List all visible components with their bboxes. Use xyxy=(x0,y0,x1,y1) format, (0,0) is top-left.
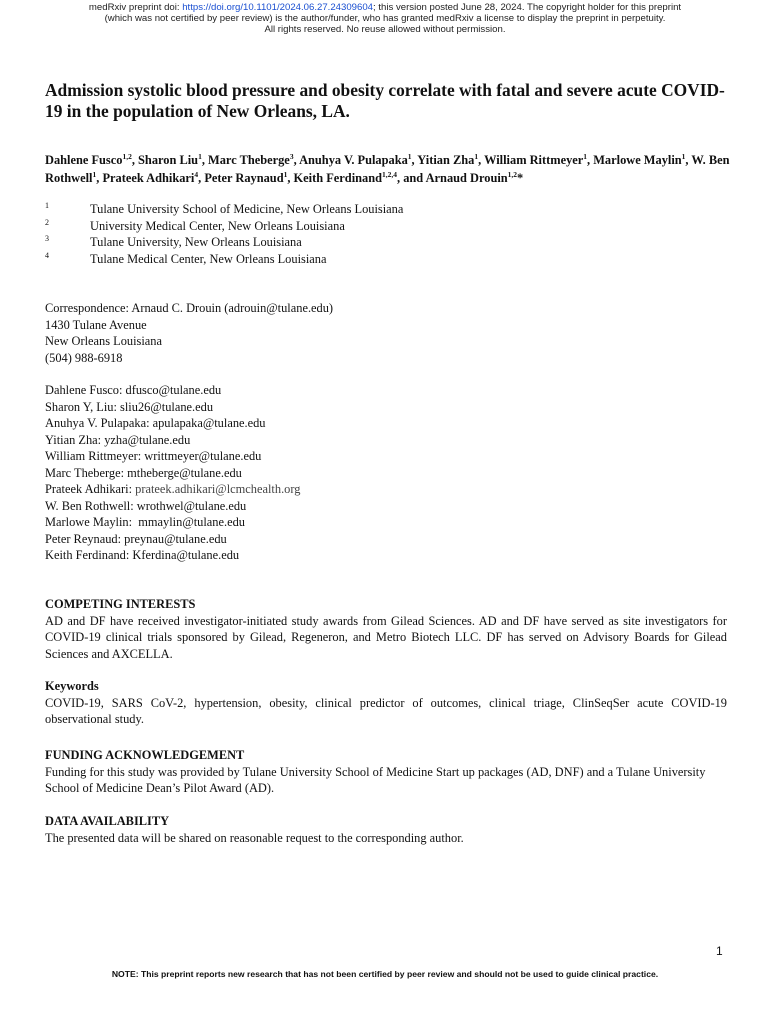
email-row xyxy=(45,547,727,564)
author-name: William Rittmeyer xyxy=(484,153,584,167)
author-list xyxy=(45,151,735,187)
header-prefix: medRxiv preprint doi: xyxy=(88,2,183,13)
author-affiliation-sup: 1,2,4 xyxy=(382,169,398,179)
author-affiliation-sup: 3 xyxy=(289,151,294,161)
preprint-header xyxy=(0,2,770,35)
header-line-3: All rights reserved. No reuse allowed without permission. xyxy=(264,24,506,35)
email-row xyxy=(45,382,727,399)
email-row xyxy=(45,531,727,548)
data-availability-section xyxy=(45,813,727,846)
author-separator: , xyxy=(96,171,103,185)
email-person-label: Yitian Zha: xyxy=(45,432,105,447)
affiliation-number: 4 xyxy=(45,250,49,260)
email-person-label: Peter Reynaud: xyxy=(45,531,125,546)
address-street: 1430 Tulane Avenue xyxy=(45,317,147,332)
email-address[interactable]: apulapaka@tulane.edu xyxy=(152,416,266,430)
affiliation-number: 2 xyxy=(45,217,49,227)
page-number: 1 xyxy=(716,944,723,958)
email-address[interactable]: writtmeyer@tulane.edu xyxy=(144,449,262,463)
affiliation-number: 1 xyxy=(45,201,49,210)
author-name: Arnaud Drouin xyxy=(425,171,508,185)
author-name: Prateek Adhikari xyxy=(102,171,195,185)
data-availability-heading: DATA AVAILABILITY xyxy=(45,814,170,828)
header-line-1 xyxy=(0,2,770,13)
address-city: New Orleans Louisiana xyxy=(45,334,162,348)
author-separator: , xyxy=(198,171,205,185)
keywords-body: COVID-19, SARS CoV-2, hypertension, obesity, clinical predictor of outcomes, clinical triage, ClinSeqSer acute COVID-19 observational study. xyxy=(45,695,727,726)
author-name: Sharon Liu xyxy=(138,153,199,167)
email-person-label: Dahlene Fusco: xyxy=(45,383,126,397)
author-affiliation-sup: 1 xyxy=(407,151,412,161)
author-name: Peter Raynaud xyxy=(204,171,284,185)
author-name: W. Ben Rothwell xyxy=(45,153,730,185)
correspondence-line: Correspondence: Arnaud C. Drouin (adrouin@tulane.edu) xyxy=(45,301,334,315)
email-address[interactable]: yzha@tulane.edu xyxy=(104,432,191,447)
email-person-label: Prateek Adhikari: xyxy=(45,482,136,496)
email-row xyxy=(45,514,727,531)
affiliation-number: 3 xyxy=(45,234,49,243)
doi-link[interactable]: https://doi.org/10.1101/2024.06.27.24309604 xyxy=(182,2,374,13)
header-line-2: (which was not certified by peer review) is the author/funder, who has granted medRxiv a license to display the preprint in perpetuity. xyxy=(104,13,666,24)
funding-heading: FUNDING ACKNOWLEDGEMENT xyxy=(45,748,245,762)
author-affiliation-sup: 4 xyxy=(194,169,199,179)
competing-interests-heading: COMPETING INTERESTS xyxy=(45,597,196,611)
email-person-label: William Rittmeyer: xyxy=(45,449,145,463)
email-person-label: Marc Theberge: xyxy=(45,465,128,480)
author-name: Marlowe Maylin xyxy=(593,153,682,167)
paper-title: Admission systolic blood pressure and obesity correlate with fatal and severe acute COVID-19 in the population of New Orleans, LA. xyxy=(45,80,725,121)
author-affiliation-sup: 1 xyxy=(92,169,97,179)
email-address[interactable]: mtheberge@tulane.edu xyxy=(127,465,242,480)
email-address[interactable]: sliu26@tulane.edu xyxy=(120,399,214,414)
email-person-label: Marlowe Maylin: xyxy=(45,515,139,529)
affiliation-item xyxy=(45,235,725,252)
author-separator: , and xyxy=(397,171,426,185)
author-separator: , xyxy=(587,153,594,167)
author-affiliation-sup: 1,2 xyxy=(122,151,132,161)
email-address[interactable]: wrothwel@tulane.edu xyxy=(136,498,247,513)
author-affiliation-sup: 1 xyxy=(198,151,202,161)
email-row xyxy=(45,498,727,515)
author-affiliation-sup: 1 xyxy=(474,151,479,161)
affiliation-item xyxy=(45,202,725,219)
email-address[interactable]: preynau@tulane.edu xyxy=(124,531,227,546)
email-row xyxy=(45,481,727,498)
email-row xyxy=(45,399,727,416)
author-name: Marc Theberge xyxy=(208,153,290,167)
affiliation-text: Tulane Medical Center, New Orleans Louisiana xyxy=(90,251,327,266)
email-row xyxy=(45,415,727,432)
email-person-label: Keith Ferdinand: xyxy=(45,548,133,562)
email-row xyxy=(45,448,727,465)
email-person-label: W. Ben Rothwell: xyxy=(45,498,137,513)
author-affiliation-sup: 1,2 xyxy=(507,169,518,179)
author-affiliation-sup: 1 xyxy=(583,151,588,161)
author-affiliation-sup: 1 xyxy=(681,151,686,161)
footer-note: NOTE: This preprint reports new research that has not been certified by peer review and should not be used to guide clinical practice. xyxy=(111,969,659,979)
author-separator: * xyxy=(517,171,524,185)
competing-interests-section xyxy=(45,596,727,662)
correspondence-block xyxy=(45,300,727,366)
competing-interests-body: AD and DF have received investigator-initiated study awards from Gilead Sciences. AD and DF have served as site investigators for COVID-19 clinical trials sponsored by Gilead, Regeneron, and Metro Biotech LLC. DF has served on Advisory Boards for Gilead Sciences and AXCELLA. xyxy=(45,613,727,661)
funding-body: Funding for this study was provided by Tulane University School of Medicine Start up packages (AD, DNF) and a Tulane University School of Medicine Dean’s Pilot Award (AD). xyxy=(45,764,706,795)
author-separator: , xyxy=(201,153,209,167)
email-address[interactable]: dfusco@tulane.edu xyxy=(125,383,222,397)
author-name: Anuhya V. Pulapaka xyxy=(299,153,408,167)
author-affiliation-sup: 1 xyxy=(283,169,288,179)
keywords-heading: Keywords xyxy=(45,679,99,693)
email-address[interactable]: prateek.adhikari@lcmchealth.org xyxy=(135,482,301,496)
author-separator: , xyxy=(685,153,692,167)
email-row xyxy=(45,465,727,482)
email-address[interactable]: mmaylin@tulane.edu xyxy=(138,515,245,529)
email-row xyxy=(45,432,727,449)
author-separator: , xyxy=(131,153,139,167)
author-separator: , xyxy=(287,171,294,185)
email-person-label: Anuhya V. Pulapaka: xyxy=(45,416,153,430)
author-separator: , xyxy=(411,153,418,167)
affiliation-text: University Medical Center, New Orleans Louisiana xyxy=(90,218,345,233)
author-name: Keith Ferdinand xyxy=(293,171,383,185)
data-availability-body: The presented data will be shared on reasonable request to the corresponding author. xyxy=(45,830,464,845)
email-address[interactable]: Kferdina@tulane.edu xyxy=(132,548,240,562)
affiliation-list xyxy=(45,202,725,268)
header-suffix: ; this version posted June 28, 2024. The copyright holder for this preprint xyxy=(373,2,682,13)
affiliation-item xyxy=(45,219,725,236)
phone-number: (504) 988-6918 xyxy=(45,350,123,365)
author-separator: , xyxy=(293,153,300,167)
email-person-label: Sharon Y, Liu: xyxy=(45,399,121,414)
funding-section xyxy=(45,747,727,797)
author-name: Yitian Zha xyxy=(417,153,475,167)
affiliation-text: Tulane University, New Orleans Louisiana xyxy=(90,235,302,249)
affiliation-text: Tulane University School of Medicine, New Orleans Louisiana xyxy=(90,202,404,216)
author-name: Dahlene Fusco xyxy=(45,153,123,167)
keywords-section xyxy=(45,678,727,728)
email-list xyxy=(45,382,727,564)
affiliation-item xyxy=(45,252,725,269)
author-separator: , xyxy=(478,153,485,167)
